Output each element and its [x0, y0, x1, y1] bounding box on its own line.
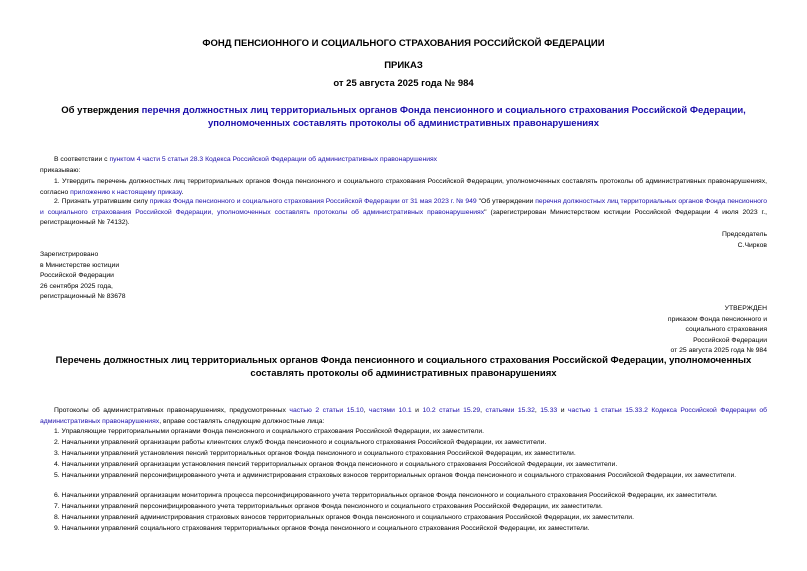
- registration-line: Зарегистрировано: [40, 251, 99, 258]
- order-title: [40, 104, 767, 130]
- list-intro-link[interactable]: статьями 15.32: [485, 407, 535, 414]
- doc-type: ПРИКАЗ: [384, 60, 423, 71]
- registration-line: в Министерстве юстиции: [40, 261, 120, 269]
- order-item-1: [40, 177, 767, 198]
- list-intro-link[interactable]: 15.33: [540, 407, 558, 414]
- list-title: Перечень должностных лиц территориальных органов Фонда пенсионного и социального страхования Российской Федерации, уполномоченных составлять протоколы об административных правонарушениях: [55, 355, 752, 379]
- list-intro-sep: ,: [363, 407, 369, 414]
- list-item: 2. Начальники управлений организации работы клиентских служб Фонда пенсионного и социального страхования Российской Федерации, их заместители.: [54, 439, 547, 446]
- list-intro-link[interactable]: частью 1 статьи 15.33.2 Кодекса Российской Федерации об административных правонарушениях: [40, 407, 768, 425]
- list-intro-link[interactable]: 10.2 статьи 15.29: [422, 407, 481, 414]
- organization-title: ФОНД ПЕНСИОННОГО И СОЦИАЛЬНОГО СТРАХОВАНИЯ РОССИЙСКОЙ ФЕДЕРАЦИИ: [202, 38, 605, 49]
- list-intro-text: Протоколы об административных правонарушениях, предусмотренных: [54, 407, 290, 414]
- approval-line: от 25 августа 2025 года № 984: [670, 347, 767, 354]
- registration-line: 26 сентября 2025 года,: [40, 282, 113, 290]
- list-intro-sep: ,: [480, 407, 486, 414]
- order-item-2-text: 2. Признать утратившим силу: [54, 198, 150, 205]
- order-item-2-end: " (зарегистрирован Министерством юстиции Российской Федерации 4 июля 2023 г., регистрационный № 74132).: [40, 208, 767, 226]
- order-item-1-link[interactable]: приложению к настоящему приказу: [70, 188, 182, 196]
- list-item: 8. Начальники управлений администрирования страховых взносов территориальных органов Фонда пенсионного и социального страхования Российской Федерации, их заместители.: [54, 514, 634, 521]
- preamble-link[interactable]: пунктом 4 части 5 статьи 28.3 Кодекса Российской Федерации об административных правонарушениях: [109, 156, 438, 163]
- order-item-2-mid: "Об утверждении: [476, 198, 536, 205]
- list-intro-link[interactable]: частью 2 статьи 15.10: [289, 407, 364, 414]
- approval-line: приказом Фонда пенсионного и: [667, 315, 767, 323]
- list-item: 9. Начальники управлений социального страхования территориальных органов Фонда пенсионного и социального страхования Российской Федерации, их заместители.: [54, 525, 590, 532]
- list-intro-sep: и: [557, 407, 569, 414]
- list-item: 7. Начальники управлений персонифицированного учета территориальных органов Фонда пенсионного и социального страхования Российской Федерации, их заместители.: [54, 503, 603, 510]
- list-item: 6. Начальники управлений организации мониторинга процесса персонифицированного учета территориальных органов Фонда пенсионного и социального страхования Российской Федерации, их заместители.: [54, 492, 718, 499]
- list-intro-sep: и: [411, 407, 423, 414]
- order-title-prefix: Об утверждения: [61, 105, 142, 116]
- preamble-order: приказываю:: [40, 167, 81, 174]
- order-item-1-end: .: [181, 188, 184, 196]
- signature-position: Председатель: [722, 231, 767, 238]
- preamble-before: В соответствии с: [54, 156, 110, 163]
- order-item-2: [40, 197, 767, 229]
- order-item-1-text: 1. Утвердить перечень должностных лиц территориальных органов Фонда пенсионного и социального страхования Российской Федерации, уполномоченных составлять протоколы об административных правонарушениях, согласно: [40, 178, 767, 196]
- list-item: 4. Начальники управлений организации установления пенсий территориальных органов Фонда пенсионного и социального страхования Российской Федерации, их заместители.: [54, 461, 618, 468]
- doc-date-number: от 25 августа 2025 года № 984: [333, 78, 474, 89]
- list-intro: [40, 406, 767, 427]
- list-item: 5. Начальники управлений персонифицированного учета и администрирования страховых взносов территориальных органов Фонда пенсионного и социального страхования Российской Федерации, их заместители.: [54, 472, 737, 479]
- registration-block: [40, 250, 126, 303]
- order-item-2-link-2[interactable]: перечня должностных лиц территориальных органов Фонда пенсионного и социального страхования Российской Федерации, уполномоченных составлять протоколы об административных правонарушениях: [40, 198, 767, 216]
- list-item: 3. Начальники управлений установления пенсий территориальных органов Фонда пенсионного и социального страхования Российской Федерации, их заместители.: [54, 450, 576, 457]
- approval-title: УТВЕРЖДЕН: [724, 305, 767, 312]
- registration-line: Российской Федерации: [40, 272, 114, 279]
- list-intro-sep: ,: [534, 407, 541, 414]
- registration-line: регистрационный № 83678: [40, 293, 126, 300]
- signature-name: С.Чирков: [737, 241, 767, 249]
- list-item: 1. Управляющие территориальными органами Фонда пенсионного и социального страхования Российской Федерации, их заместители.: [54, 428, 485, 435]
- preamble: [40, 155, 767, 166]
- approval-line: Российской Федерации: [693, 336, 767, 344]
- approval-block: [668, 304, 767, 357]
- signature-block: [722, 230, 767, 251]
- list-intro-end: , вправе составлять следующие должностные лица:: [159, 417, 325, 425]
- list-intro-link[interactable]: частями 10.1: [369, 407, 412, 414]
- approval-line: социального страхования: [685, 326, 767, 333]
- order-item-2-link-1[interactable]: приказ Фонда пенсионного и социального страхования Российской Федерации от 31 мая 2023 г. № 949: [149, 198, 477, 205]
- order-title-link[interactable]: перечня должностных лиц территориальных органов Фонда пенсионного и социального страхования Российской Федерации, уполномоченных составлять протоколы об административных правонарушениях: [141, 105, 746, 129]
